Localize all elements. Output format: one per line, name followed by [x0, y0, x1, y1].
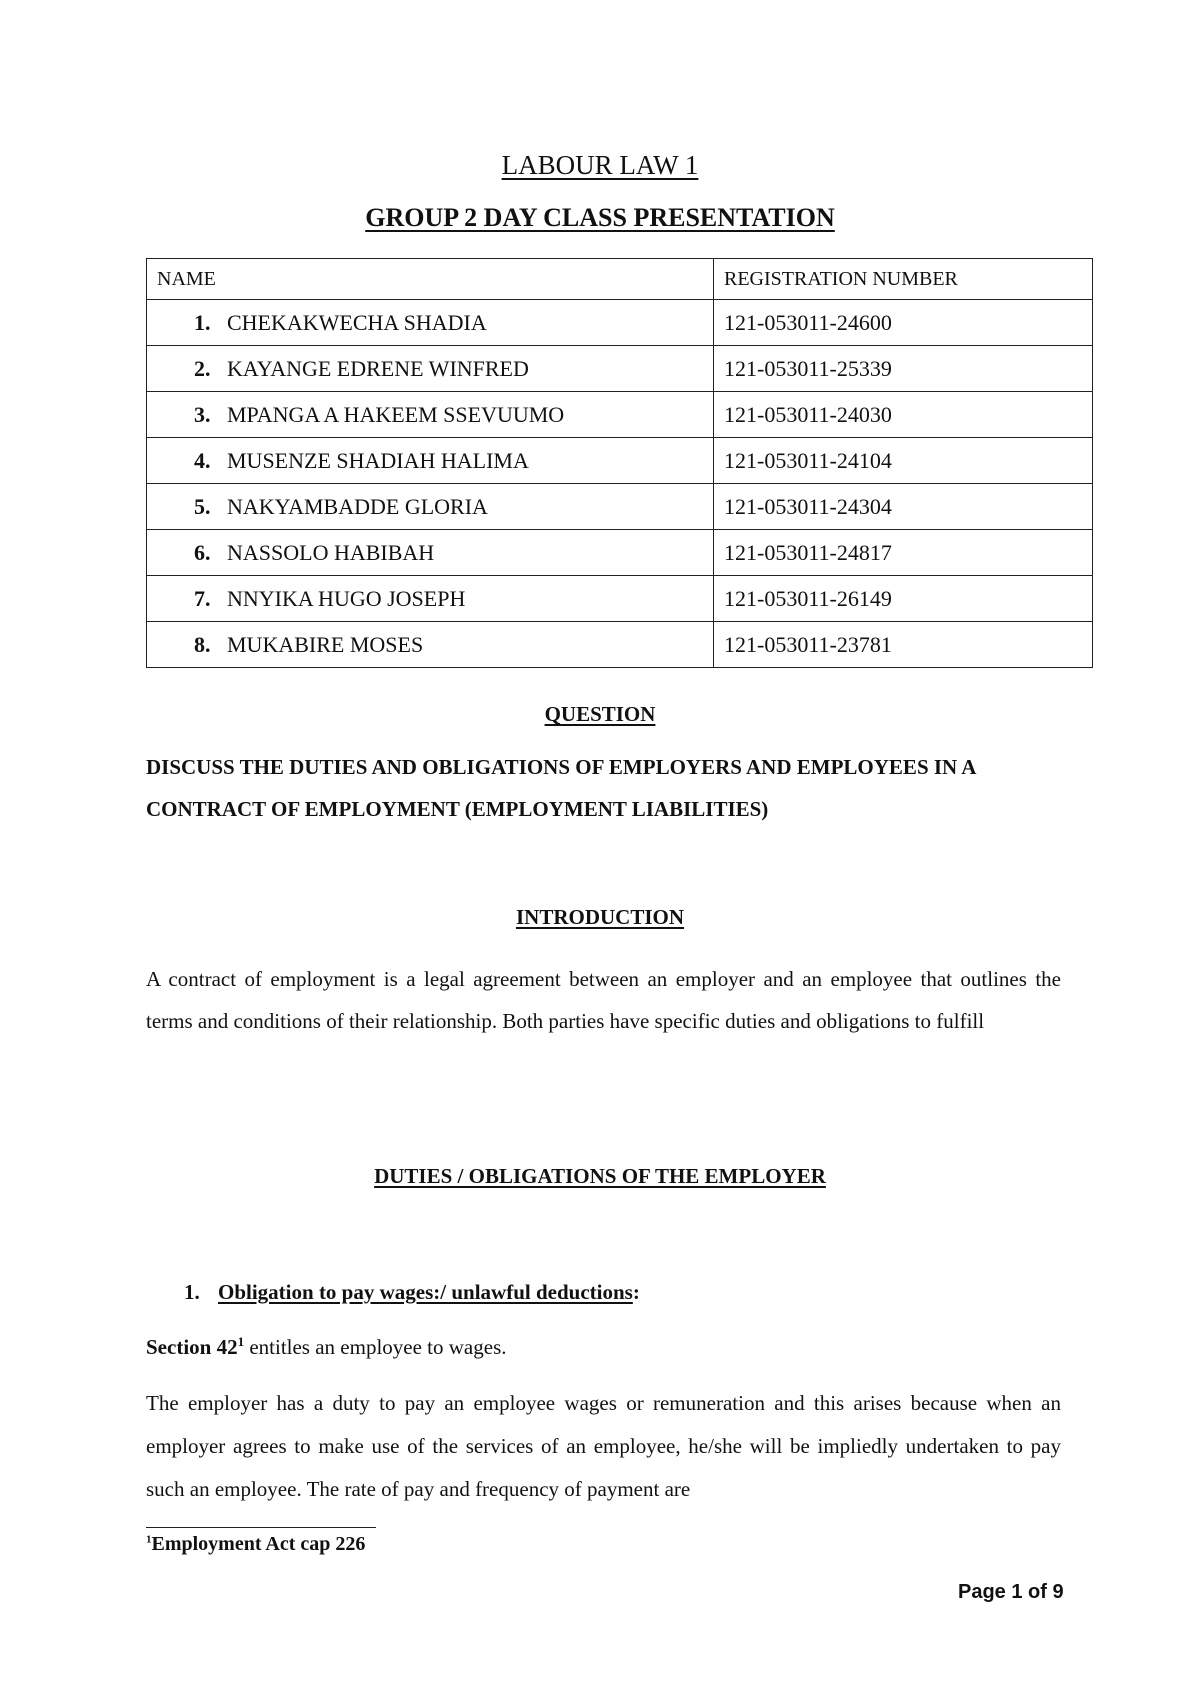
member-name-cell — [147, 622, 714, 668]
member-number: 8. — [194, 631, 211, 657]
footnote-separator — [146, 1527, 376, 1528]
member-number: 7. — [194, 585, 211, 611]
member-name-cell — [147, 392, 714, 438]
registration-number-cell: 121-053011-26149 — [714, 576, 1093, 622]
footnote-marker: 1 — [146, 1533, 152, 1546]
member-name: MUKABIRE MOSES — [227, 631, 424, 657]
page-number: Page 1 of 9 — [958, 1581, 1064, 1603]
name-column-header: NAME — [147, 259, 714, 300]
document-subtitle: GROUP 2 DAY CLASS PRESENTATION — [365, 203, 835, 232]
member-name: MPANGA A HAKEEM SSEVUUMO — [227, 401, 565, 427]
member-name: NASSOLO HABIBAH — [227, 539, 435, 565]
introduction-paragraph: A contract of employment is a legal agreement between an employer and an employee that outlines the terms and conditions of their relationship. Both parties have specific duties and obligations to fulfill — [146, 967, 1061, 1033]
wages-paragraph: The employer has a duty to pay an employee wages or remuneration and this arises because when an employer agrees to make use of the services of an employee, he/she will be impliedly undertaken to pay such an employee. The rate of pay and frequency of payment are — [146, 1391, 1061, 1501]
member-number: 3. — [194, 401, 211, 427]
question-text: DISCUSS THE DUTIES AND OBLIGATIONS OF EMPLOYERS AND EMPLOYEES IN A CONTRACT OF EMPLOYMENT (EMPLOYMENT LIABILITIES) — [146, 755, 976, 821]
member-name: CHEKAKWECHA SHADIA — [227, 309, 487, 335]
footnote-text: Employment Act cap 226 — [151, 1533, 366, 1555]
registration-number-cell: 121-053011-24104 — [714, 438, 1093, 484]
registration-number-cell: 121-053011-24030 — [714, 392, 1093, 438]
section-reference — [146, 1334, 507, 1360]
footnote-reference-marker: 1 — [237, 1334, 245, 1349]
table-header-row — [147, 259, 1093, 300]
obligation-item-number: 1. — [184, 1280, 200, 1304]
registration-number-cell: 121-053011-23781 — [714, 622, 1093, 668]
obligation-item-colon: : — [632, 1280, 640, 1304]
table-row — [147, 484, 1093, 530]
member-number: 4. — [194, 447, 211, 473]
member-name-cell — [147, 576, 714, 622]
member-name-cell — [147, 484, 714, 530]
members-table-body — [147, 300, 1093, 668]
member-name: KAYANGE EDRENE WINFRED — [227, 355, 529, 381]
registration-column-header: REGISTRATION NUMBER — [714, 259, 1093, 300]
members-table — [146, 258, 1093, 668]
table-row — [147, 622, 1093, 668]
table-row — [147, 530, 1093, 576]
registration-number-cell: 121-053011-24817 — [714, 530, 1093, 576]
section-reference-label: Section 42 — [146, 1335, 238, 1359]
member-number: 1. — [194, 309, 211, 335]
member-number: 6. — [194, 539, 211, 565]
obligation-item-heading — [184, 1280, 640, 1305]
member-name-cell — [147, 530, 714, 576]
member-name: NNYIKA HUGO JOSEPH — [227, 585, 466, 611]
registration-number-cell: 121-053011-24600 — [714, 300, 1093, 346]
table-row — [147, 346, 1093, 392]
member-name-cell — [147, 300, 714, 346]
table-row — [147, 300, 1093, 346]
member-name-cell — [147, 346, 714, 392]
section-reference-text: entitles an employee to wages. — [244, 1335, 507, 1359]
member-name: MUSENZE SHADIAH HALIMA — [227, 447, 529, 473]
table-row — [147, 438, 1093, 484]
member-number: 5. — [194, 493, 211, 519]
member-number: 2. — [194, 355, 211, 381]
question-heading: QUESTION — [544, 702, 656, 726]
employer-duties-heading: DUTIES / OBLIGATIONS OF THE EMPLOYER — [374, 1164, 826, 1188]
document-title: LABOUR LAW 1 — [501, 150, 699, 180]
table-row — [147, 392, 1093, 438]
obligation-item-label: Obligation to pay wages:/ unlawful deductions — [218, 1280, 633, 1304]
member-name-cell — [147, 438, 714, 484]
footnote — [146, 1533, 365, 1556]
member-name: NAKYAMBADDE GLORIA — [227, 493, 488, 519]
registration-number-cell: 121-053011-24304 — [714, 484, 1093, 530]
registration-number-cell: 121-053011-25339 — [714, 346, 1093, 392]
introduction-heading: INTRODUCTION — [515, 905, 685, 929]
table-row — [147, 576, 1093, 622]
